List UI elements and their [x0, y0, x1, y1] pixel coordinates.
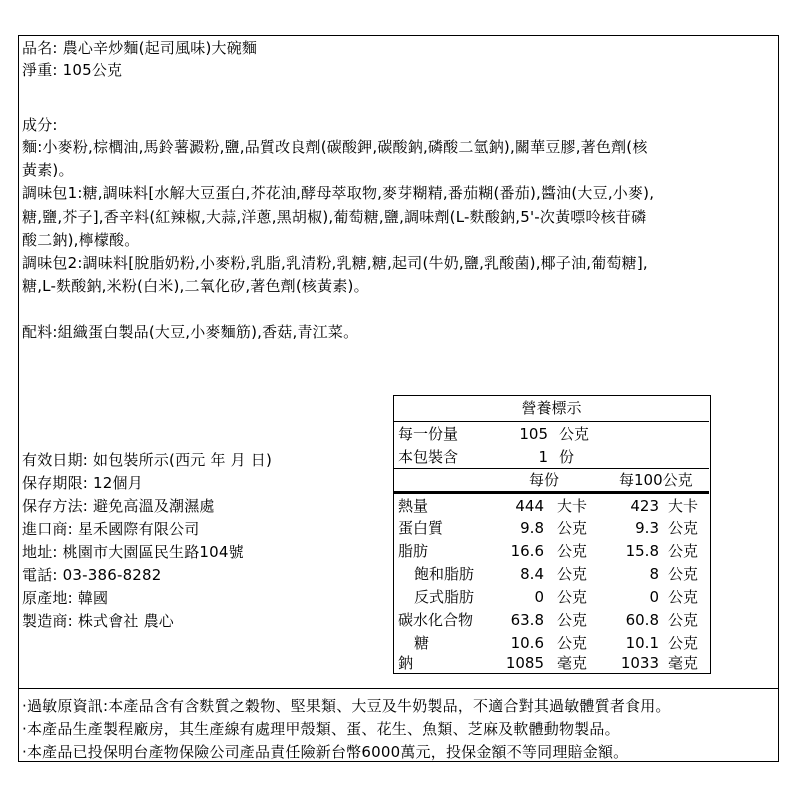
notes-divider: [19, 688, 778, 689]
nutrient-name: 脂肪: [398, 542, 429, 560]
divider: [394, 421, 709, 422]
nutrient-per-serving: 444: [515, 497, 544, 515]
nutrient-row: [394, 609, 709, 631]
servings-value: 1: [538, 448, 548, 466]
nutrient-per-serving: 63.8: [510, 611, 544, 629]
nutrient-unit: 公克: [557, 588, 588, 606]
nutrient-unit: 公克: [557, 565, 588, 583]
info-line: 電話: 03-386-8282: [22, 566, 162, 584]
nutrient-per-100g: 423: [630, 497, 659, 515]
nutrient-name: 碳水化合物: [398, 611, 474, 629]
nutrient-per-serving: 1085: [505, 654, 544, 672]
servings-label: 本包裝含: [398, 448, 459, 466]
nutrient-unit: 毫克: [557, 654, 588, 672]
info-line: 原產地: 韓國: [22, 589, 109, 607]
column-header-row: [394, 469, 709, 491]
nutrient-per-100g: 1033: [620, 654, 659, 672]
nutrient-name: 糖: [414, 634, 430, 652]
ingredients-line: 黃素)。: [22, 161, 74, 179]
servings-row: [394, 446, 709, 468]
note-line: ·本產品已投保明台產物保險公司產品責任險新台幣6000萬元，投保金額不等同理賠金額。: [22, 743, 629, 761]
servings-unit: 份: [559, 448, 575, 466]
nutrient-unit: 毫克: [668, 654, 699, 672]
net-weight: 淨重: 105公克: [22, 61, 123, 79]
nutrient-per-100g: 0: [649, 588, 659, 606]
nutrient-unit: 公克: [557, 611, 588, 629]
ingredients-line: 麵:小麥粉,棕櫚油,馬鈴薯澱粉,鹽,品質改良劑(碳酸鉀,碳酸鈉,磷酸二氫鈉),關華豆膠,著色劑(核: [22, 138, 648, 156]
nutrient-per-serving: 0: [534, 588, 544, 606]
nutrient-unit: 公克: [557, 634, 588, 652]
nutrient-per-100g: 8: [649, 565, 659, 583]
per-100g-header: 每100公克: [619, 471, 693, 489]
nutrient-row: [394, 632, 709, 654]
nutrient-row: [394, 586, 709, 608]
nutrient-per-100g: 10.1: [625, 634, 659, 652]
nutrient-unit: 公克: [668, 611, 699, 629]
info-line: 進口商: 星禾國際有限公司: [22, 520, 200, 538]
nutrient-name: 飽和脂肪: [414, 565, 475, 583]
ingredients-line: 調味包1:糖,調味料[水解大豆蛋白,芥花油,酵母萃取物,麥芽糊精,番茄糊(番茄),醬油(大豆,小麥),: [22, 184, 655, 202]
nutrient-name: 熱量: [398, 497, 429, 515]
note-line: ·本產品生產製程廠房，其生產線有處理甲殼類、蛋、花生、魚類、芝麻及軟體動物製品。: [22, 720, 620, 738]
nutrient-row: [394, 517, 709, 539]
ingredients-line: 糖,L-麩酸鈉,米粉(白米),二氧化矽,著色劑(核黃素)。: [22, 277, 369, 295]
note-line: ·過敏原資訊:本產品含有含麩質之穀物、堅果類、大豆及牛奶製品，不適合對其過敏體質者食用。: [22, 697, 671, 715]
nutrient-unit: 大卡: [668, 497, 699, 515]
nutrient-unit: 公克: [668, 565, 699, 583]
ingredients-title: 成分:: [22, 116, 58, 134]
nutrient-per-100g: 60.8: [625, 611, 659, 629]
nutrient-unit: 公克: [668, 588, 699, 606]
serving-size-row: [394, 423, 709, 445]
nutrient-row: [394, 540, 709, 562]
nutrient-unit: 大卡: [557, 497, 588, 515]
nutrient-name: 反式脂肪: [414, 588, 475, 606]
ingredients-line: 糖,鹽,芥子],香辛料(紅辣椒,大蒜,洋蔥,黑胡椒),葡萄糖,鹽,調味劑(L-麩酸鈉,5'-次黃嘌呤核苷磷: [22, 208, 647, 226]
nutrient-row: [394, 495, 709, 517]
serving-size-unit: 公克: [559, 425, 590, 443]
nutrient-name: 鈉: [398, 654, 414, 672]
nutrient-name: 蛋白質: [398, 519, 444, 537]
info-line: 有效日期: 如包裝所示(西元 年 月 日): [22, 451, 273, 469]
info-line: 製造商: 株式會社 農心: [22, 612, 174, 630]
divider-thick: [394, 491, 709, 494]
ingredients-line: 調味包2:調味料[脫脂奶粉,小麥粉,乳脂,乳清粉,乳糖,糖,起司(牛奶,鹽,乳酸菌),椰子油,葡萄糖],: [22, 254, 648, 272]
nutrient-per-serving: 9.8: [520, 519, 544, 537]
nutrient-unit: 公克: [668, 634, 699, 652]
info-line: 保存方法: 避免高溫及潮濕處: [22, 497, 215, 515]
ingredients-line: 酸二鈉),檸檬酸。: [22, 231, 140, 249]
nutrition-title-row: [394, 397, 709, 419]
serving-size-label: 每一份量: [398, 425, 459, 443]
side-ingredients: 配料:組織蛋白製品(大豆,小麥麵筋),香菇,青江菜。: [22, 323, 359, 341]
nutrition-table: [393, 395, 711, 674]
nutrient-row: [394, 563, 709, 585]
per-serving-header: 每份: [529, 471, 560, 489]
nutrient-row: [394, 652, 709, 674]
nutrient-per-100g: 15.8: [625, 542, 659, 560]
nutrient-unit: 公克: [668, 542, 699, 560]
nutrient-per-serving: 10.6: [510, 634, 544, 652]
nutrient-unit: 公克: [668, 519, 699, 537]
info-line: 地址: 桃園市大園區民生路104號: [22, 543, 244, 561]
nutrition-title: 營養標示: [521, 399, 582, 417]
nutrient-per-100g: 9.3: [635, 519, 659, 537]
serving-size-value: 105: [519, 425, 548, 443]
info-line: 保存期限: 12個月: [22, 474, 143, 492]
nutrient-unit: 公克: [557, 542, 588, 560]
nutrient-per-serving: 8.4: [520, 565, 544, 583]
product-name: 品名: 農心辛炒麵(起司風味)大碗麵: [22, 39, 258, 57]
nutrient-per-serving: 16.6: [510, 542, 544, 560]
nutrient-unit: 公克: [557, 519, 588, 537]
